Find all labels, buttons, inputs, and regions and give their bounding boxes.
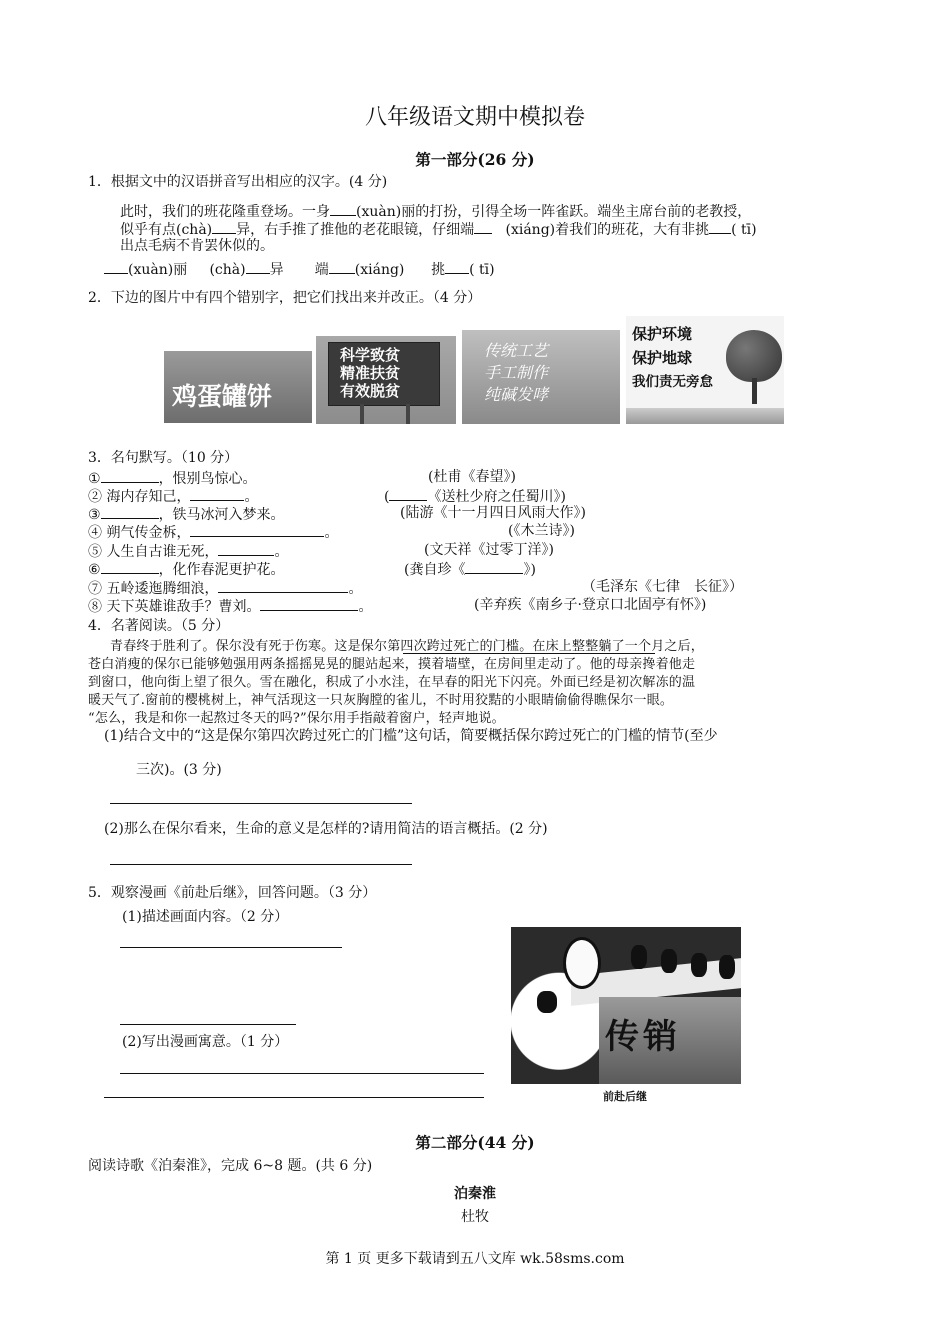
q4-passage-line: 苍白消瘦的保尔已能够勉强用两条摇摇晃晃的腿站起来，摸着墙壁，在房间里走动了。他的母亲搀着他走 (88, 657, 696, 672)
q1-passage-line3: 出点毛病不肯罢休似的。 (120, 238, 274, 254)
answer-blank[interactable] (101, 504, 159, 519)
q4-sub2: (2)那么在保尔看来，生命的意义是怎样的?请用简洁的语言概括。(2 分) (104, 821, 548, 837)
coin-icon (563, 937, 601, 989)
answer-blank[interactable] (218, 578, 348, 593)
q3-item-5: ⑤ 人生自古谁无死， 。 (88, 541, 288, 561)
q5-sub1: (1)描述画面内容。（2 分） (122, 909, 289, 925)
q3-source-4: (《木兰诗》) (508, 523, 575, 539)
q4-passage-line: “怎么，我是和你一起熬过冬天的吗?”保尔用手指敲着窗户，轻声地说。 (88, 711, 505, 726)
sign-text: 有效脱贫 (340, 382, 401, 400)
q5-stem: 5．观察漫画《前赴后继》，回答问题。（3 分） (88, 885, 377, 901)
q4-passage-line: 青春终于胜利了。保尔没有死于伤寒。这是保尔第四次跨过死亡的门槛。在床上整整躺了一个月之后， (110, 639, 705, 654)
person-icon (631, 945, 647, 969)
answer-line[interactable] (110, 803, 412, 804)
poem-title: 泊秦淮 (454, 1186, 496, 1202)
answer-blank[interactable] (190, 522, 324, 537)
page-footer: 第 1 页 更多下载请到五八文库 wk.58sms.com (325, 1251, 625, 1267)
answer-blank[interactable] (101, 559, 159, 574)
q1-stem: 1．根据文中的汉语拼音写出相应的汉字。(4 分) (88, 174, 388, 190)
q3-source-2: ( 《送杜少府之任蜀川》) (384, 486, 566, 506)
heart-tree-icon (726, 330, 782, 382)
answer-blank[interactable] (101, 468, 159, 483)
cartoon-caption: 前赴后继 (603, 1090, 647, 1103)
sign-photo-4 (626, 316, 784, 424)
q3-source-6: (龚自珍《 》) (404, 559, 536, 579)
cartoon-image (511, 927, 741, 1084)
passage-underline (403, 653, 655, 654)
q1-passage-line2: 似乎有点(chà) 异，右手推了推他的老花眼镜，仔细端 (xiáng)着我们的班花，大有非挑 ( tī) (120, 219, 757, 239)
q3-item-1: ① ，恨别鸟惊心。 (88, 468, 257, 488)
q3-item-4: ④ 朔气传金柝， 。 (88, 522, 338, 542)
sign-text: 科学致贫 (340, 346, 401, 364)
answer-line[interactable] (110, 864, 412, 865)
q1-passage-line1: 此时，我们的班花隆重登场。一身 (xuàn)丽的打扮，引得全场一阵雀跃。端坐主席台前的老教授， (120, 201, 751, 221)
q3-item-8: ⑧ 天下英雄谁敌手？曹刘。 。 (88, 596, 372, 616)
sign-text: 手工制作 (484, 363, 549, 382)
person-icon (661, 949, 677, 973)
person-icon (691, 953, 707, 977)
q3-item-2: ② 海内存知己， 。 (88, 486, 258, 506)
cartoon-text: 传销 (605, 1017, 681, 1057)
answer-blank[interactable] (218, 541, 274, 556)
q3-item-3: ③ ，铁马冰河入梦来。 (88, 504, 285, 524)
q4-sub1: (1)结合文中的“这是保尔第四次跨过死亡的门槛”这句话，简要概括保尔跨过死亡的门槛的情节(至少 (104, 728, 718, 744)
answer-blank[interactable] (445, 259, 469, 274)
q4-stem: 4．名著阅读。（5 分） (88, 618, 230, 634)
q3-source-8: (辛弃疾《南乡子·登京口北固亭有怀》) (474, 597, 707, 613)
answer-blank[interactable] (104, 259, 128, 274)
sign-text: 纯碱发哮 (484, 385, 549, 404)
q4-passage-line: 到窗口，他向街上望了很久。雪在融化，积成了小水洼，在早春的阳光下闪亮。外面已经是初次解冻的温 (88, 675, 696, 690)
person-icon (719, 955, 735, 979)
answer-blank[interactable] (389, 486, 427, 501)
answer-line[interactable] (120, 947, 342, 948)
q1-answer-row: (xuàn)丽 (chà) 异 端 (xiáng) 挑 ( tī) (104, 259, 495, 279)
answer-blank[interactable] (329, 259, 355, 274)
q3-source-1: (杜甫《春望》) (428, 469, 516, 485)
sign-photo-3 (462, 330, 620, 424)
answer-blank[interactable] (190, 486, 244, 501)
poem-author: 杜牧 (461, 1209, 489, 1225)
sign-text: 保护地球 (632, 349, 693, 367)
sign-text: 保护环境 (632, 325, 693, 343)
q3-source-5: (文天祥《过零丁洋》) (424, 542, 554, 558)
part2-intro: 阅读诗歌《泊秦淮》，完成 6~8 题。(共 6 分) (88, 1158, 373, 1174)
sign-text: 鸡蛋罐饼 (172, 382, 273, 411)
q5-sub2: (2)写出漫画寓意。（1 分） (122, 1034, 289, 1050)
answer-line[interactable] (120, 1073, 484, 1074)
page-title: 八年级语文期中模拟卷 (364, 105, 585, 130)
answer-line[interactable] (104, 1097, 484, 1098)
q3-stem: 3．名句默写。（10 分） (88, 450, 239, 466)
answer-line[interactable] (120, 1024, 296, 1025)
answer-blank[interactable] (260, 596, 358, 611)
q3-source-3: (陆游《十一月四日风雨大作》) (400, 505, 586, 521)
q3-item-6: ⑥ ，化作春泥更护花。 (88, 559, 285, 579)
sign-text: 精准扶贫 (340, 364, 401, 382)
sign-photo-2 (316, 336, 456, 424)
sign-photo-1 (164, 351, 312, 423)
q4-passage-line: 暖天气了.窗前的樱桃树上，神气活现这一只灰胸膛的雀儿，不时用狡黠的小眼睛偷偷得瞧保尔一眼。 (88, 693, 674, 708)
q3-source-7: （毛泽东《七律 长征》） (582, 579, 743, 595)
part1-heading: 第一部分(26 分) (415, 150, 535, 169)
falling-person-icon (537, 991, 557, 1013)
q2-stem: 2．下边的图片中有四个错别字，把它们找出来并改正。（4 分） (88, 290, 482, 306)
sign-text: 传统工艺 (484, 341, 549, 360)
sign-text: 我们责无旁怠 (632, 374, 713, 390)
answer-blank[interactable] (465, 559, 523, 574)
q3-item-7: ⑦ 五岭逶迤腾细浪， 。 (88, 578, 362, 598)
answer-blank[interactable] (246, 259, 270, 274)
q4-sub1-cont: 三次)。(3 分) (136, 762, 222, 778)
part2-heading: 第二部分(44 分) (415, 1133, 535, 1152)
